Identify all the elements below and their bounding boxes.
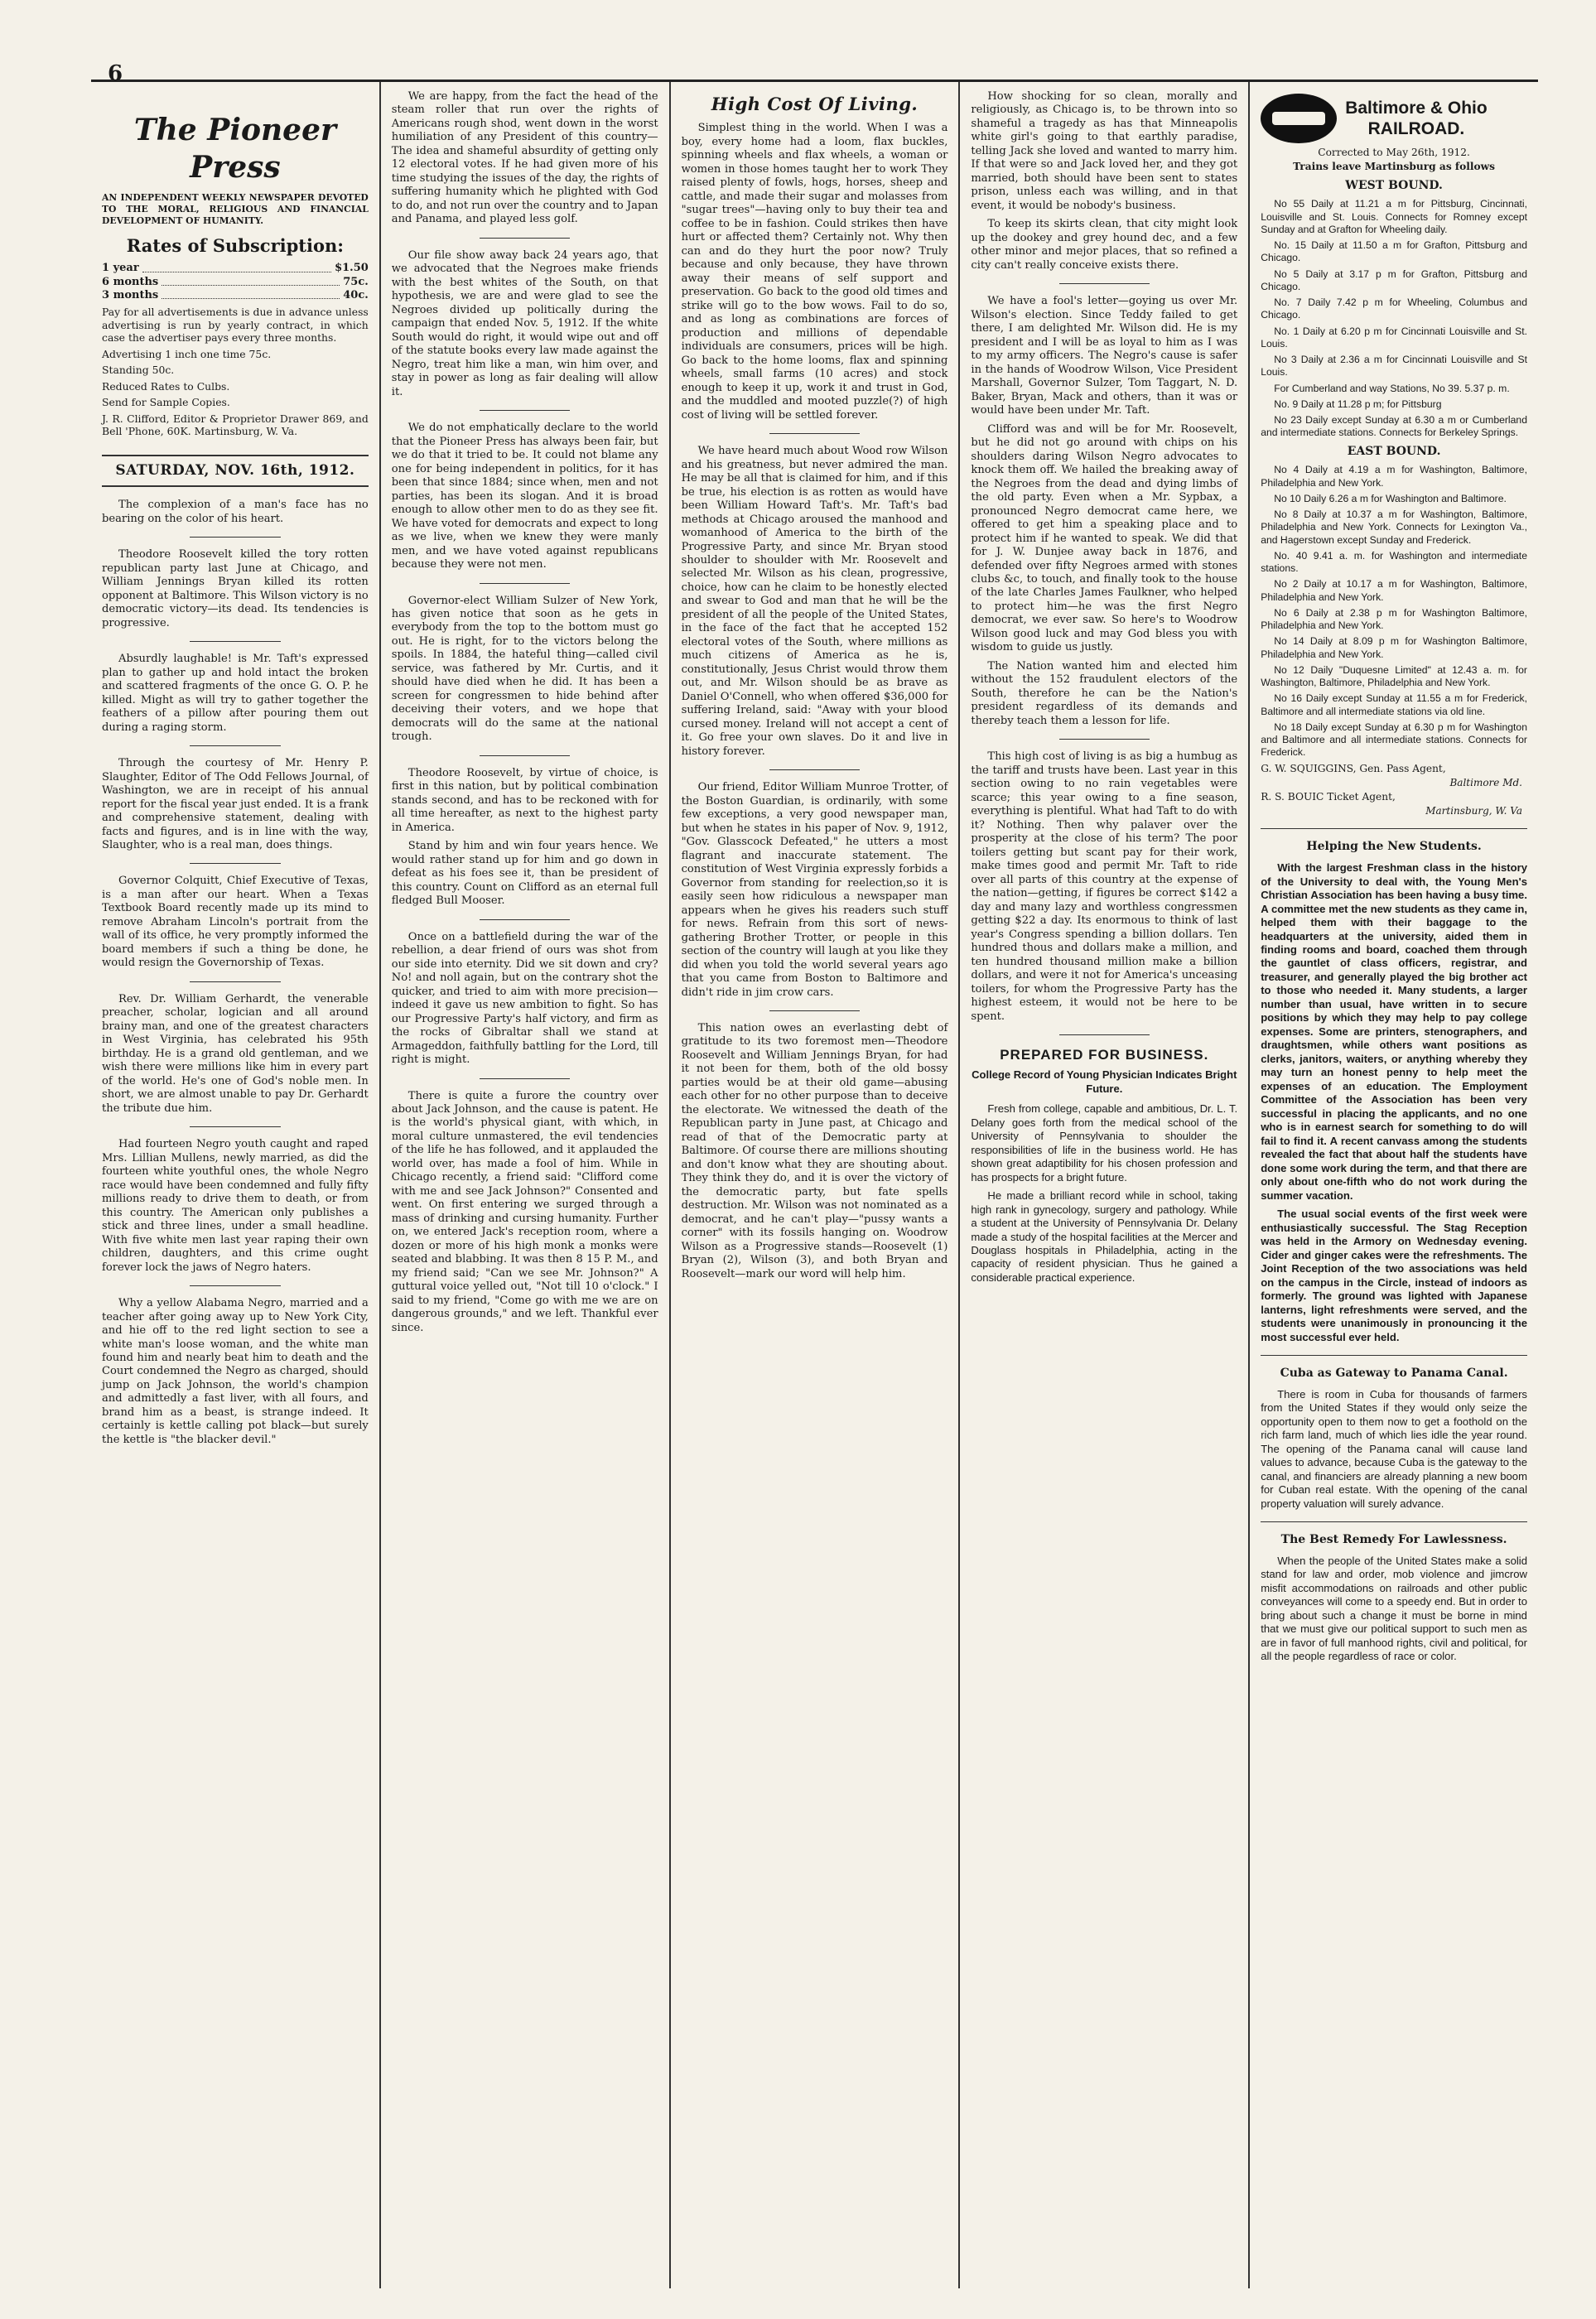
railroad-trains-leave: Trains leave Martinsburg as follows [1293,161,1496,173]
divider [1059,739,1150,740]
headline-remedy-lawlessness: The Best Remedy For Lawlessness. [1280,1533,1507,1547]
column-5 [1248,82,1538,2288]
train-entry: No. 9 Daily at 11.28 p m; for Pittsburg [1274,398,1442,410]
train-entry: No 6 Daily at 2.38 p m for Washington Baltimore, Philadelphia and New York. [1261,606,1527,631]
editor-line: J. R. Clifford, Editor & Proprietor Drawer 869, and Bell 'Phone, 60K. Martinsburg, W. Va. [102,412,369,438]
train-entry: No 4 Daily at 4.19 a m for Washington, Baltimore, Philadelphia and New York. [1261,464,1527,489]
train-entry: No 2 Daily at 10.17 a m for Washington, Baltimore, Philadelphia and New York. [1261,578,1527,603]
column-3 [669,82,959,2288]
article-paragraph: This nation owes an everlasting debt of gratitude to its two foremost men—Theodore Roosevelt and William Jennings Bryan, for had it not been for them, both of the old bossy parties would be at their old game—abusing each other for no other purpose than to deceive the electorate. We witnessed the death of the Republican party in June past, at Chicago and read of that of the Democratic party at Baltimore. Of course there are millions shouting and don't know what they are shouting about. They think they do, and it is over the victory of the democratic party, but fate spells destruction. Mr. Wilson was not nominated as a democrat, and he can't play—"pussy wants a corner" with its fossils hanging on. Woodrow Wilson as a Progressive stands—Roosevelt (1) Bryan (2), Wilson (3), and both Bryan and Roosevelt—mark our word will help him. [681,1022,948,1280]
divider [1261,1521,1527,1522]
article-paragraph: Governor Colquitt, Chief Executive of Texas, is a man after our heart. When a Texas Textbook Board recently made up its mind to remove Abraham Lincoln's portrait from the wall of its office, he very promptly informed the board members if such a thing be done, he would resign the Governorship of Texas. [102,875,369,970]
column-1 [91,82,379,2288]
article-paragraph: We do not emphatically declare to the world that the Pioneer Press has always been fair, but we do that it tried to be. It could not blame any one for being independent in politics, for it has been that since 1884; since when, men and not parties, has been its slogan. And it is broad enough to allow other men to do as they see fit. We have voted for democrats and expect to long as we live, when we knew they were manly men, and we have voted against republicans because they were not men. [391,422,658,571]
rates-note: Send for Sample Copies. [102,396,230,409]
train-entry: No 55 Daily at 11.21 a m for Pittsburg, Cincinnati, Louisville and St. Louis. Connects for Romney except Sunday and at Grafton for Wheeling daily. [1261,198,1527,235]
divider [769,1010,860,1011]
divider [190,981,280,982]
train-entry: No 16 Daily except Sunday at 11.55 a m for Frederick, Baltimore and all intermediate stations via old line. [1261,692,1527,717]
article-paragraph: Our file show away back 24 years ago, that we advocated that the Negroes make friends with the best whites of the South, on that hypothesis, we are and were glad to see the Negroes divided up politically during the campaign that ended Nov. 5, 1912. If the white South would do right, it would wipe out and off of the statute books every law made against the Negro, treat him like a man, win him over, and stay in power as long as fair dealing will allow it. [391,248,658,398]
masthead-tagline: AN INDEPENDENT WEEKLY NEWSPAPER DEVOTED TO THE MORAL, RELIGIOUS AND FINANCIAL DEVELOPMENT OF HUMANITY. [102,191,369,226]
divider [190,1285,280,1286]
agent-name: R. S. BOUIC Ticket Agent, [1261,790,1396,803]
divider [480,583,570,584]
railroad-logo-icon [1261,94,1337,143]
article-paragraph: Theodore Roosevelt killed the tory rotten republican party last June at Chicago, and William Jennings Bryan killed its rotten opponent at Baltimore. This Wilson victory is no democratic victory—its dead. Its tendencies is progressive. [102,548,369,629]
divider [1059,1034,1150,1035]
rates-note: Standing 50c. [102,364,175,377]
divider [190,863,280,864]
article-paragraph: Theodore Roosevelt, by virtue of choice, is first in this nation, but by political combination stands second, and has to be reckoned with for all time hereafter, as next to the highest party in America. [391,766,658,834]
train-entry: No. 1 Daily at 6.20 p m for Cincinnati Louisville and St. Louis. [1261,325,1527,350]
columns [91,80,1538,2288]
headline-high-cost-of-living: High Cost Of Living. [711,94,919,114]
article-paragraph: There is quite a furore the country over about Jack Johnson, and the cause is patent. He is the world's physical giant, with which, in moral culture unmastered, the evil tendencies of the life he has followed, and it applauded the world over, has made a fool of him. While in Chicago recently, a friend said: "Clifford come with me and see Jack Johnson?" Consented and went. On first entering we surged through a mass of drinking and cursing humanity. Further on, we entered Jack's reception room, where a dozen or more of his high monk a monks were seated and blabbing. It was then 8 15 P. M., and my friend said; "Can we see Mr. Johnson?" A guttural voice yelled out, "Not till 10 o'clock." I said to my friend, "Come go with me we are on dangerous grounds," and we left. Thankful ever since. [391,1089,658,1334]
article-paragraph: How shocking for so clean, morally and religiously, as Chicago is, to be thrown into so shameful a tragedy as has that Minneapolis white girl's going to that earthly paradise, telling Jack she loved and wanted to marry him. If that were so and Jack loved her, and they got married, both should have been sent to states prison, unless each was willing, and in that event, it would be nobody's business. [971,90,1238,212]
headline-cuba: Cuba as Gateway to Panama Canal. [1280,1367,1508,1381]
article-paragraph: Our friend, Editor William Munroe Trotter, of the Boston Guardian, is ordinarily, with some few exceptions, a very good newspaper man, but when he states in his paper of Nov. 9, 1912, "Gov. Glasscock Defeated," he utters a most flagrant and inaccurate statement. The constitution of West Virginia expressly forbids a Governor from standing for reelection,so it is easily seen how ridiculous a newspaper man appears when he gives his readers such stuff for news. Refrain from this sort of news-gathering Brother Trotter, or people in this section of the country will laugh at you like they did when you told the world several years ago that you came from Boston to Baltimore and didn't ride in jim crow cars. [681,781,948,999]
divider [480,238,570,239]
column-4 [958,82,1248,2288]
article-paragraph: We have a fool's letter—goying us over Mr. Wilson's election. Since Teddy failed to get there, I am delighted Mr. Wilson did. He is my president and I will be as loyal to him as I was to my army officers. The Negro's cause is safer in the hands of Woodrow Wilson, Vice President Marshall, Governor Sulzer, Tom Taggart, N. D. Baker, Bryan, Mack and others, than it was or would have been under Mr. Taft. [971,295,1238,417]
rate-row: 1 year $1.50 [102,262,369,275]
rates-title: Rates of Subscription: [126,234,345,256]
article-paragraph: To keep its skirts clean, that city might look up the dookey and grey hound dec, and a few other minor and mejor places, that so refined a city can't really conceive exists there. [971,218,1238,272]
article-paragraph: With the largest Freshman class in the history of the University to deal with, the Young Men's Christian Association has been having a busy time. A committee met the new students as they came in, helped them with their baggage to the headquarters at the university, aided them in finding rooms and board, coached them through the gauntlet of class officers, registrar, and treasurer, and generally played the big brother act to those who needed it. Many students, a larger number than usual, have written in to secure positions by which they may help to pay college expenses. Some are printers, stenographers, and draughtsmen, while others want positions as clerks, janitors, waiters, or anything whereby they may turn an honest penny to help meet the expenses of an education. The Employment Committee of the Association has been very successful in placing the applicants, and no one who is in earnest search for something to do will fail to find it. A recent canvass among the students revealed the fact that about half the students have done some work during the term, and that there are only about one-fifth who do not work during the summer vacation. [1261,861,1527,1202]
column-2 [379,82,669,2288]
article-paragraph: When the people of the United States make a solid stand for law and order, mob violence and jimcrow misfit accommodations on railroads and other public conveyances will come to a speedy end. But in order to bring about such a change it must be borne in mind that we must give our political support to such men as are in favor of full manhood rights, civil and political, for all the people regardless of race or color. [1261,1554,1527,1663]
headline-prepared-for-business: PREPARED FOR BUSINESS. [1000,1047,1209,1063]
page-mark: 6 [108,61,120,86]
rates-note: Advertising 1 inch one time 75c. [102,347,272,360]
railroad-subtitle: RAILROAD. [1367,119,1465,138]
article-paragraph: We are happy, from the fact the head of the steam roller that run over the rights of Americans rough shod, went down in the worst humiliation of any President of this country—The idea and shameful absurdity of getting only 12 electoral votes. If he had given more of his time studying the issues of the day, the rights of suffering humanity which he plighted with God to do, and not run over the country and to Japan and Panama, and played less golf. [391,90,658,226]
train-entry: No 3 Daily at 2.36 a m for Cincinnati Louisville and St Louis. [1261,354,1527,378]
divider [1261,1355,1527,1356]
divider [190,1126,280,1127]
article-paragraph: Had fourteen Negro youth caught and raped Mrs. Lillian Mullens, newly married, as did the fourteen white youthful ones, the whole Negro race would have been condemned and fully fifty millions ready to drive them to death, or from this country. The American only publishes a stick and three lines, under a small headline. With five white men last year raping their own children, daughters, and this crime ought forever lock the jaws of Negro haters. [102,1138,369,1274]
train-entry: No 12 Daily "Duquesne Limited" at 12.43 a. m. for Washington, Baltimore, Philadelphia and New York. [1261,663,1527,688]
divider [190,745,280,746]
divider [480,755,570,756]
article-paragraph: We have heard much about Wood row Wilson and his greatness, but never admired the man. He may be all that is claimed for him, and if this be true, his election is as rotten as would have been William Howard Taft's. Mr. Taft's bad methods at Chicago aroused the manhood and womanhood of America to the birth of the Progressive Party, and since Mr. Bryan stood shoulder to shoulder with Mr. Roosevelt and selected Mr. Wilson as his clean, progressive, choice, how can he claim to be honestly elected and swear to God and man that he will be the president of all the people of the United States, in the face of the fact that he accepted 152 electoral votes of the South, where millions as much citizens of America as he is, constitutionally, Jesus Christ would throw them out, and Mr. Wilson should be as brave as Daniel O'Connell, who when offered $36,000 for suffering Ireland, said: "Away with your blood cursed money. Ireland will not accept a cent of it. Go free your own slaves. Do it and live in history forever. [681,445,948,758]
article-paragraph: Why a yellow Alabama Negro, married and a teacher after going away up to New York City, and hie off to the red light section to see a white man's loose woman, and the white man found him and nearly beat him to death and the Court condemned the Negro as charged, should jump on Jack Johnson, the world's champion and admittedly a fast liver, with all fours, and brand him as a beast, is strange indeed. It certainly is kettle calling pot black—but surely the kettle is "the blacker devil." [102,1297,369,1446]
divider [1059,283,1150,284]
train-entry: No 18 Daily except Sunday at 6.30 p m for Washington and Baltimore and all intermediate stations. Connects for Frederick. [1261,721,1527,759]
train-entry: For Cumberland and way Stations, No 39. 5.37 p. m. [1274,382,1510,394]
divider [769,769,860,770]
train-entry: No 14 Daily at 8.09 p m for Washington Baltimore, Philadelphia and New York. [1261,635,1527,660]
train-entry: No 23 Daily except Sunday at 6.30 a m or Cumberland and intermediate stations. Connects for Berkeley Springs. [1261,414,1527,439]
article-paragraph: Stand by him and win four years hence. We would rather stand up for him and go down in defeat as his foes see it, than be president of this country. Count on Clifford as an eternal full fledged Bull Mooser. [391,840,658,908]
divider [769,433,860,434]
article-paragraph: Clifford was and will be for Mr. Roosevelt, but he did not go around with chips on his shoulders daring Wilson Negro advocates to knock them off. We hailed the breaking away of the Negroes from the dead and dying limbs of the old party. Even when a Mr. Sypbax, a pronounced Negro democrat came here, we offered to get him a speaking place and to protect him if he wanted to speak. We did that for J. W. Dunjee away back in 1876, and defended over fifty Negroes armed with stones clubs &c, to touch, and finally took to the house of the late Charles James Faulkner, who helped to protect him—he was the first Negro democrat, we ever saw. So here's to Woodrow Wilson good luck and may God bless you with wisdom to guide us justly. [971,422,1238,654]
train-entry: No. 40 9.41 a. m. for Washington and intermediate stations. [1261,549,1527,574]
railroad-corrected: Corrected to May 26th, 1912. [1318,147,1470,158]
article-paragraph: This high cost of living is as big a humbug as the tariff and trusts have been. Last year in this section owing to no rain vegetables were scarce; this year owing to a fine season, everything is plentiful. What had Taft to do with it? Nothing. Then why palaver over the prosperity at the close of his term? The poor toilers getting but scant pay for their work, make times good and permit Mr. Taft to ride over all parts of this country at the expense of the nation—getting, if figures be correct $142 a day and many lazy and worthless congressmen getting $22 a day. Its enormous to think of last year's Congress spending a billion dollars. Ten hundred thous and dollars make a million, and ten hundred thousand million make a billion dollars, and were it not for America's unceasing toilers, for whom the Progressive Party has the highest esteem, it would not be here to be spent. [971,750,1238,1023]
rates-note: Reduced Rates to Culbs. [102,379,230,393]
agent-name: G. W. SQUIGGINS, Gen. Pass Agent, [1261,762,1446,774]
railroad-title: Baltimore & Ohio [1345,98,1488,118]
west-bound-label: WEST BOUND. [1345,178,1443,192]
article-paragraph: The complexion of a man's face has no bearing on the color of his heart. [102,499,369,525]
article-paragraph: Fresh from college, capable and ambitious, Dr. L. T. Delany goes forth from the medical school of the University of Pennsylvania to shoulder the responsibilities of life in the business world. He has shown great adaptibility for his chosen profession and has prospects for a bright future. [971,1102,1238,1184]
article-paragraph: Once on a battlefield during the war of the rebellion, a dear friend of ours was shot from our side into eternity. Did we sit down and cry? No! and noll again, but on the contrary shot the quicker, and tried to aim with more precision—indeed it gave us new ambition to fight. So has our Progressive Party's half victory, and firm as the rocks of Gibraltar shall we stand at Armageddon, faithfully battling for the Lord, till right is might. [391,930,658,1067]
article-paragraph: Simplest thing in the world. When I was a boy, every home had a loom, flax buckles, spinning wheels and flax wheels, a woman or women in those homes taught her to work They raised plenty of fowls, hogs, horses, sheep and cattle, and made their sugar and molasses from "sugar trees"—having only to buy their tea and coffee to be in fashion. Could strikes then have hurt or affected them? Certainly not. Why then can and do they hurt the poor now? Truly because and only because, they have thrown away their means of self support and preservation. Go back to the good old times and strike will go to the bow wows. Fail to do so, and as long as combinations are forces of production and millions of dependable individuals are consumers, prices will be high. Go back to the home looms, flax and spinning wheels, small farms (10 acres) and stock enough to keep it up, work it and trust in God, and the muddled and mooted puzzle(?) of high cost of living will be settled forever. [681,122,948,422]
article-paragraph: Through the courtesy of Mr. Henry P. Slaughter, Editor of The Odd Fellows Journal, of Washington, we are in receipt of his annual report for the fiscal year just ended. It is a frank and comprehensive statement, dealing with facts and figures, and is in line with the way, Slaughter, who is a real man, does things. [102,757,369,851]
headline-helping-new-students: Helping the New Students. [1306,840,1482,854]
train-entry: No 5 Daily at 3.17 p m for Grafton, Pittsburg and Chicago. [1261,268,1527,292]
article-paragraph: There is room in Cuba for thousands of farmers from the United States if they would only seize the opportunity open to them now to get a foothold on the rich farm land, much of which lies idle the year round. The opening of the Panama canal will cause land values to advance, because Cuba is the gateway to the canal, and financiers are already planning a new boom for Cuban real estate. With the opening of the canal property valuation will surely advance. [1261,1387,1527,1510]
agent-location: Martinsburg, W. Va [1425,805,1522,817]
article-paragraph: Absurdly laughable! is Mr. Taft's expressed plan to gather up and hold intact the broken and scattered fragments of the once G. O. P. he killed. Might as will try to gather together the feathers of a pillow after pouring them out during a raging storm. [102,653,369,734]
article-paragraph: The Nation wanted him and elected him without the 152 fraudulent electors of the South, therefore he can be the Nation's president regardless of its demands and thereby teach them a lesson for life. [971,659,1238,727]
divider [480,919,570,920]
article-paragraph: He made a brilliant record while in school, taking high rank in gynecology, surgery and pathology. While a student at the University of Pennsylvania Dr. Delany made a study of the hospital facilities at the Mercer and Douglass hospitals in Philadelphia, acting in the capacity of resident physician. Thus he gained a considerable practical experience. [971,1189,1238,1284]
railroad-header [1261,94,1527,143]
divider [480,410,570,411]
train-entry: No. 15 Daily at 11.50 a m for Grafton, Pittsburg and Chicago. [1261,239,1527,264]
rate-row: 6 months 75c. [102,275,369,288]
divider [190,537,280,538]
divider [190,641,280,642]
subheadline: College Record of Young Physician Indicates Bright Future. [972,1068,1237,1095]
east-bound-label: EAST BOUND. [1347,444,1441,458]
train-entry: No. 7 Daily 7.42 p m for Wheeling, Columbus and Chicago. [1261,297,1527,321]
article-paragraph: Rev. Dr. William Gerhardt, the venerable preacher, scholar, logician and all around brainy man, and one of the greatest characters in West Virginia, has celebrated his 95th birthday. He is a grand old gentleman, and we wish there were millions like him in every part of the world. He's one of God's noble men. In short, we are almost unable to pay Dr. Gerhardt the tribute due him. [102,992,369,1115]
train-entry: No 10 Daily 6.26 a m for Washington and Baltimore. [1274,492,1507,504]
masthead-title: The Pioneer Press [133,113,336,186]
dateline: SATURDAY, NOV. 16th, 1912. [102,455,369,487]
article-paragraph: Governor-elect William Sulzer of New York, has given notice that soon as he gets in everybody from the top to the bottom must go out. He is right, for to the victors belong the spoils. In 1884, the hateful thing—called civil service, was fathered by Mr. Curtis, and it should have died when he did. It has been a screen for congressmen to hide behind after deceiving their voters, and we hope that democrats will do the same at the national trough. [391,594,658,744]
train-entry: No 8 Daily at 10.37 a m for Washington, Baltimore, Philadelphia and New York. Connects for Lexington Va., and Hagerstown except Sunday and Frederick. [1261,509,1527,546]
divider [1261,828,1527,829]
rate-row: 3 months 40c. [102,289,369,302]
divider [480,1078,570,1079]
rates-note: Pay for all advertisements is due in advance unless advertising is run by yearly contract, in which case the advertiser pays every three months. [102,306,369,345]
agent-location: Baltimore Md. [1449,776,1522,788]
article-paragraph: The usual social events of the first week were enthusiastically successful. The Stag Reception was held in the Armory on Wednesday evening. Cider and ginger cakes were the refreshments. The Joint Reception of the two associations was held on the campus in the Circle, instead of indoors as formerly. The ground was lighted with Japanese lanterns, light refreshments were served, and the students were unanimously in pronouncing it the most successful ever held. [1261,1208,1527,1343]
